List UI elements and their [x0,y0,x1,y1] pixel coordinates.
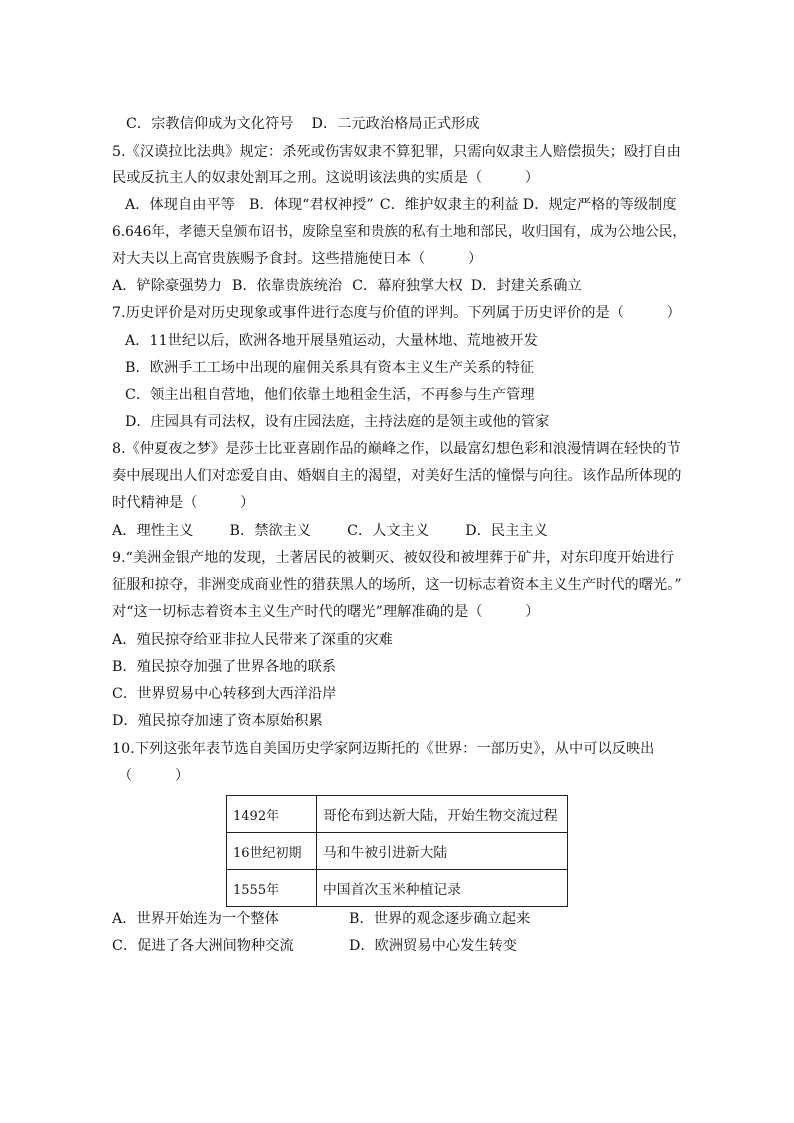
q5-option-d: D．规定严格的等级制度 [522,197,677,213]
q10-option-c: C．促进了各大洲间物种交流 [112,938,294,954]
table-cell-event: 哥伦布到达新大陆，开始生物交流过程 [317,796,568,833]
table-cell-time: 1492年 [227,796,317,833]
q5-option-a: A．体现自由平等 [125,197,235,213]
q6-stem-line2: 对大夫以上高官贵族赐予食封。这些措施使日本（ ） [112,251,483,267]
q6-option-a: A．铲除豪强势力 [112,278,222,294]
table-row [227,833,568,870]
q5-option-c: C．维护奴隶主的利益 [379,197,519,213]
q10-option-d: D．欧洲贸易中心发生转变 [349,938,518,954]
q10-stem-line2: （ ） [118,768,190,784]
q6-option-b: B．依靠贵族统治 [231,278,343,294]
q4-option-d: D．二元政治格局正式形成 [311,116,480,132]
q7-stem: 7.历史评价是对历史现象或事件进行态度与价值的评判。下列属于历史评价的是（ ） [112,305,681,321]
q8-option-c: C．人文主义 [347,523,430,539]
q7-option-b: B．欧洲手工工场中出现的雇佣关系具有资本主义生产关系的特征 [125,360,535,376]
q8-stem-line3: 时代精神是（ ） [112,495,255,511]
q7-option-d: D．庄园具有司法权，设有庄园法庭，主持法庭的是领主或他的管家 [125,414,550,430]
q9-option-b: B．殖民掠夺加强了世界各地的联系 [112,659,337,675]
q5-stem-line1: 5.《汉谟拉比法典》规定：杀死或伤害奴隶不算犯罪，只需向奴隶主人赔偿损失；殴打自由 [112,144,681,160]
q9-stem-line2: 征服和掠夺，非洲变成商业性的猎获黑人的场所，这一切标志着资本主义生产时代的曙光。” [112,577,682,593]
q9-stem-line3: 对“这一切标志着资本主义生产时代的曙光”理解准确的是（ ） [112,604,540,620]
q5-options-row [125,195,677,215]
q9-stem-line1: 9.“美洲金银产地的发现，土著居民的被剿灭、被奴役和被埋葬于矿井，对东印度开始进行 [112,550,674,566]
table-row [227,870,568,907]
q8-option-d: D．民主主义 [465,523,548,539]
q9-option-c: C．世界贸易中心转移到大西洋沿岸 [112,686,337,702]
q5-option-b: B．体现“君权神授” [248,197,374,213]
q6-option-d: D．封建关系确立 [470,278,582,294]
table-cell-time: 16世纪初期 [227,833,317,870]
q7-option-a: A．11世纪以后，欧洲各地开展垦殖运动，大量林地、荒地被开发 [125,333,538,349]
q4-options-row [126,114,480,134]
q10-stem-line1: 10.下列这张年表节选自美国历史学家阿迈斯托的《世界：一部历史》，从中可以反映出 [112,741,655,757]
q8-stem-line2: 奏中展现出人们对恋爱自由、婚姻自主的渴望，对美好生活的憧憬与向往。该作品所体现的 [112,468,682,484]
q8-options-row [112,521,548,541]
q9-option-d: D．殖民掠夺加速了资本原始积累 [112,713,323,729]
table-cell-event: 马和牛被引进新大陆 [317,833,568,870]
q5-stem-line2: 民或反抗主人的奴隶处割耳之刑。这说明该法典的实质是（ ） [112,170,540,186]
q8-option-a: A．理性主义 [112,523,194,539]
q8-stem-line1: 8.《仲夏夜之梦》是莎士比亚喜剧作品的巅峰之作，以最富幻想色彩和浪漫情调在轻快的节 [112,441,681,457]
q4-option-c: C．宗教信仰成为文化符号 [126,116,294,132]
q6-options-row [112,276,582,296]
q10-option-a: A．世界开始连为一个整体 [112,911,279,927]
q7-option-c: C．领主出租自营地，他们依靠土地租金生活，不再参与生产管理 [125,387,535,403]
q6-stem-line1: 6.646年，孝德天皇颁布诏书，废除皇室和贵族的私有土地和部民，收归国有，成为公地公民， [112,224,687,240]
q6-option-c: C．幕府独掌大权 [352,278,463,294]
q8-option-b: B．禁欲主义 [229,523,312,539]
table-cell-time: 1555年 [227,870,317,907]
table-row [227,796,568,833]
table-cell-event: 中国首次玉米种植记录 [317,870,568,907]
timeline-table [226,795,568,907]
q10-option-b: B．世界的观念逐步确立起来 [349,911,531,927]
q9-option-a: A．殖民掠夺给亚非拉人民带来了深重的灾难 [112,632,393,648]
